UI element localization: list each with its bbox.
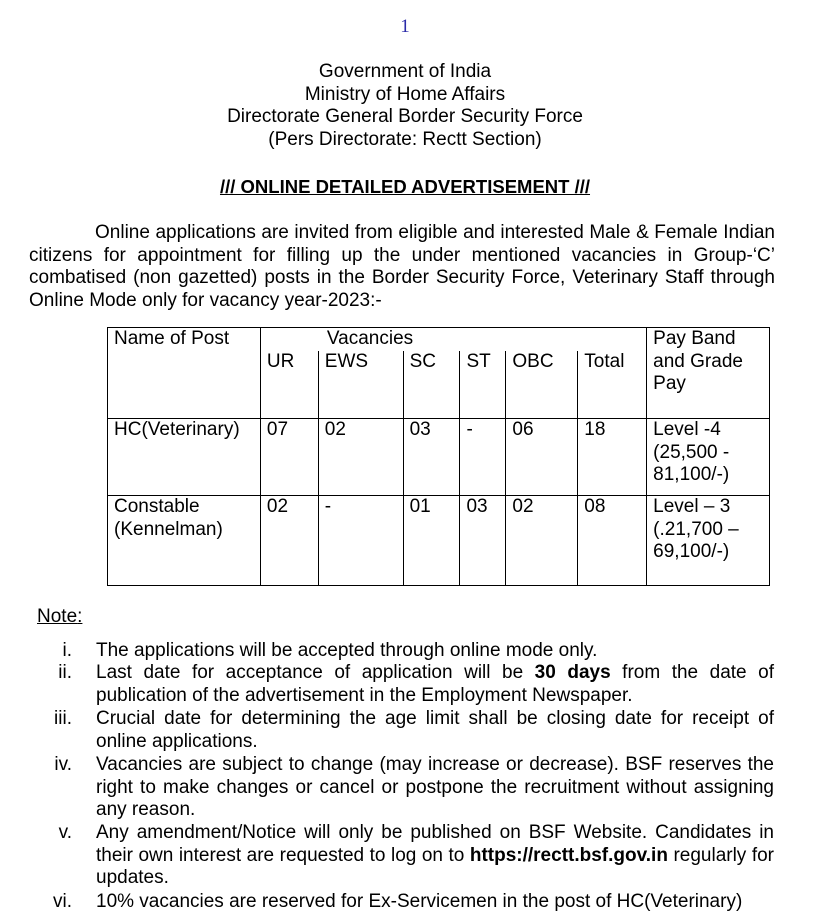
cell-post: Constable (Kennelman) (108, 496, 261, 586)
note-text-part: from the date of publication of the advertisement in the Employment Newspaper. (96, 662, 774, 706)
note-number: iii. (54, 708, 72, 729)
subheader-obc: OBC (506, 351, 578, 419)
cell-st: 03 (460, 496, 506, 586)
note-text: Crucial date for determining the age limit shall be closing date for receipt of online applications. (96, 708, 774, 752)
note-text: 10% vacancies are reserved for Ex-Servicemen in the post of HC(Veterinary) (96, 891, 743, 912)
note-colon: : (77, 606, 83, 627)
note-text-part: Any amendment/Notice will only be published on BSF Website. Candidates in their own interest are requested to log on to (96, 822, 774, 866)
note-emphasis: 30 days (534, 662, 611, 683)
advertisement-title: /// ONLINE DETAILED ADVERTISEMENT /// (219, 176, 591, 197)
cell-obc: 06 (506, 419, 578, 496)
header-post: Name of Post (108, 328, 261, 419)
subheader-ur: UR (260, 351, 318, 419)
header-section: (Pers Directorate: Rectt Section) (268, 128, 542, 150)
cell-sc: 01 (403, 496, 460, 586)
header-ministry: Ministry of Home Affairs (304, 83, 506, 105)
document-header (0, 61, 810, 151)
cell-sc: 03 (403, 419, 460, 496)
note-text: The applications will be accepted through online mode only. (96, 640, 598, 661)
note-text (96, 822, 774, 890)
intro-paragraph: Online applications are invited from eligible and interested Male & Female Indian citizens for appointment for filling up the under mentioned vacancies in Group-‘C’ combatised (non gazetted) posts in the Border Security Force, Veterinary Staff through Online Mode only for vacancy year-2023:- (29, 222, 775, 311)
note-number: vi. (53, 891, 72, 912)
cell-pay: Level – 3 (.21,700 – 69,100/-) (647, 496, 770, 586)
cell-obc: 02 (506, 496, 578, 586)
bsf-website-link[interactable]: https://rectt.bsf.gov.in (469, 844, 668, 866)
note-number: v. (58, 822, 72, 843)
note-number: iv. (54, 754, 72, 775)
note-number: ii. (58, 662, 72, 683)
cell-post: HC(Veterinary) (108, 419, 261, 496)
subheader-st: ST (460, 351, 506, 419)
note-heading (37, 606, 82, 628)
header-vacancies: Vacancies (260, 328, 646, 351)
note-text-part: regularly for updates. (96, 844, 774, 888)
vacancy-table (107, 327, 770, 586)
cell-ur: 07 (260, 419, 318, 496)
cell-ur: 02 (260, 496, 318, 586)
cell-ews: 02 (318, 419, 403, 496)
table-header-row (108, 328, 770, 351)
header-pay: Pay Band and Grade Pay (647, 328, 770, 419)
cell-ews: - (318, 496, 403, 586)
note-label: Note (37, 606, 78, 627)
header-directorate: Directorate General Border Security Force (227, 106, 583, 127)
subheader-ews: EWS (318, 351, 403, 419)
note-text: Vacancies are subject to change (may increase or decrease). BSF reserves the right to make changes or cancel or postpone the recruitment without assigning any reason. (96, 754, 774, 820)
subheader-sc: SC (403, 351, 460, 419)
page-number: 1 (400, 16, 410, 37)
cell-total: 18 (578, 419, 647, 496)
cell-total: 08 (578, 496, 647, 586)
cell-st: - (460, 419, 506, 496)
table-row (108, 496, 770, 586)
subheader-total: Total (578, 351, 647, 419)
cell-pay: Level -4 (25,500 - 81,100/-) (647, 419, 770, 496)
table-row (108, 419, 770, 496)
note-text (96, 662, 774, 707)
note-text-part: Last date for acceptance of application will be (96, 662, 535, 683)
note-number: i. (62, 640, 72, 661)
header-government: Government of India (318, 61, 492, 82)
